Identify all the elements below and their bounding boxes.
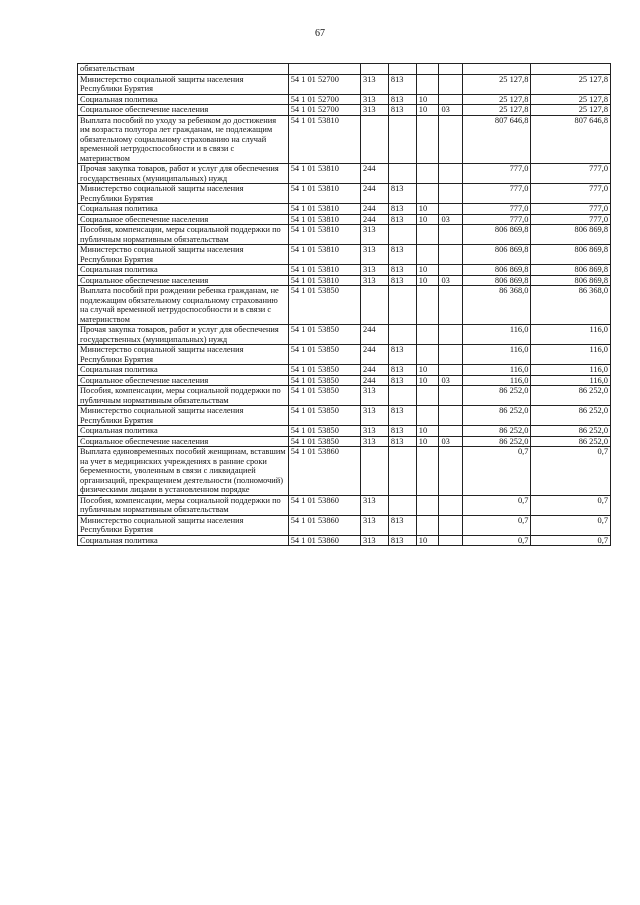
ministry-code-cell: 813 — [388, 515, 416, 535]
row-name-cell: Социальная политика — [78, 365, 289, 376]
ministry-code-cell — [388, 225, 416, 245]
amount-year1-cell: 116,0 — [463, 345, 531, 365]
ministry-code-cell: 813 — [388, 74, 416, 94]
amount-year1-cell: 806 869,8 — [463, 245, 531, 265]
section-cell: 10 — [416, 94, 439, 105]
section-cell — [416, 115, 439, 164]
subsection-cell — [439, 184, 463, 204]
ministry-code-cell: 813 — [388, 214, 416, 225]
target-code-cell: 54 1 01 53810 — [288, 275, 360, 286]
subsection-cell — [439, 406, 463, 426]
section-cell: 10 — [416, 204, 439, 215]
row-name-cell: Министерство социальной защиты населения Республики Бурятия — [78, 245, 289, 265]
table-row — [78, 214, 611, 225]
ministry-code-cell: 813 — [388, 365, 416, 376]
expense-type-cell: 313 — [361, 225, 389, 245]
amount-year2-cell: 25 127,8 — [531, 74, 611, 94]
target-code-cell: 54 1 01 53850 — [288, 426, 360, 437]
expense-type-cell: 313 — [361, 535, 389, 546]
expense-type-cell — [361, 64, 389, 75]
target-code-cell: 54 1 01 53810 — [288, 164, 360, 184]
amount-year2-cell: 777,0 — [531, 184, 611, 204]
subsection-cell — [439, 426, 463, 437]
row-name-cell: Социальная политика — [78, 265, 289, 276]
table-row — [78, 184, 611, 204]
ministry-code-cell — [388, 386, 416, 406]
section-cell: 10 — [416, 426, 439, 437]
expense-type-cell: 313 — [361, 406, 389, 426]
amount-year1-cell: 86 252,0 — [463, 406, 531, 426]
expense-type-cell: 313 — [361, 275, 389, 286]
subsection-cell: 03 — [439, 436, 463, 447]
target-code-cell: 54 1 01 53850 — [288, 436, 360, 447]
table-row — [78, 325, 611, 345]
table-row — [78, 406, 611, 426]
table-row — [78, 345, 611, 365]
target-code-cell: 54 1 01 53810 — [288, 184, 360, 204]
target-code-cell: 54 1 01 53810 — [288, 245, 360, 265]
target-code-cell — [288, 64, 360, 75]
subsection-cell — [439, 164, 463, 184]
expense-type-cell: 313 — [361, 436, 389, 447]
section-cell — [416, 447, 439, 496]
amount-year2-cell: 86 252,0 — [531, 406, 611, 426]
expense-type-cell: 313 — [361, 245, 389, 265]
ministry-code-cell — [388, 447, 416, 496]
subsection-cell — [439, 365, 463, 376]
row-name-cell: Министерство социальной защиты населения Республики Бурятия — [78, 406, 289, 426]
amount-year2-cell: 0,7 — [531, 515, 611, 535]
amount-year1-cell: 806 869,8 — [463, 225, 531, 245]
section-cell — [416, 164, 439, 184]
expense-type-cell: 313 — [361, 94, 389, 105]
expense-type-cell: 244 — [361, 375, 389, 386]
subsection-cell — [439, 447, 463, 496]
expense-type-cell: 313 — [361, 74, 389, 94]
amount-year1-cell: 806 869,8 — [463, 265, 531, 276]
ministry-code-cell — [388, 164, 416, 184]
amount-year2-cell: 86 368,0 — [531, 286, 611, 325]
section-cell — [416, 406, 439, 426]
table-row — [78, 375, 611, 386]
table-row — [78, 74, 611, 94]
subsection-cell — [439, 74, 463, 94]
subsection-cell: 03 — [439, 275, 463, 286]
expense-type-cell: 244 — [361, 325, 389, 345]
subsection-cell — [439, 245, 463, 265]
ministry-code-cell: 813 — [388, 345, 416, 365]
expense-type-cell: 244 — [361, 214, 389, 225]
table-row — [78, 447, 611, 496]
subsection-cell: 03 — [439, 214, 463, 225]
target-code-cell: 54 1 01 53850 — [288, 375, 360, 386]
amount-year2-cell: 777,0 — [531, 164, 611, 184]
table-row — [78, 245, 611, 265]
section-cell: 10 — [416, 375, 439, 386]
subsection-cell — [439, 94, 463, 105]
target-code-cell: 54 1 01 53810 — [288, 204, 360, 215]
row-name-cell: Прочая закупка товаров, работ и услуг для обеспечения государственных (муниципальных) нужд — [78, 164, 289, 184]
ministry-code-cell: 813 — [388, 375, 416, 386]
table-row — [78, 164, 611, 184]
table-row — [78, 275, 611, 286]
section-cell — [416, 386, 439, 406]
amount-year2-cell: 116,0 — [531, 325, 611, 345]
target-code-cell: 54 1 01 53810 — [288, 225, 360, 245]
amount-year1-cell: 0,7 — [463, 515, 531, 535]
target-code-cell: 54 1 01 53850 — [288, 325, 360, 345]
amount-year1-cell: 116,0 — [463, 365, 531, 376]
amount-year1-cell: 25 127,8 — [463, 105, 531, 116]
expense-type-cell: 313 — [361, 426, 389, 437]
subsection-cell — [439, 386, 463, 406]
expense-type-cell: 244 — [361, 164, 389, 184]
amount-year2-cell: 0,7 — [531, 447, 611, 496]
target-code-cell: 54 1 01 53860 — [288, 515, 360, 535]
amount-year2-cell: 116,0 — [531, 345, 611, 365]
amount-year2-cell: 807 646,8 — [531, 115, 611, 164]
target-code-cell: 54 1 01 53860 — [288, 447, 360, 496]
row-name-cell: Социальная политика — [78, 426, 289, 437]
expense-type-cell — [361, 286, 389, 325]
amount-year2-cell: 806 869,8 — [531, 225, 611, 245]
section-cell — [416, 245, 439, 265]
ministry-code-cell: 813 — [388, 426, 416, 437]
ministry-code-cell: 813 — [388, 265, 416, 276]
budget-table-body — [78, 64, 611, 546]
table-row — [78, 495, 611, 515]
row-name-cell: Социальное обеспечение населения — [78, 214, 289, 225]
ministry-code-cell: 813 — [388, 94, 416, 105]
amount-year2-cell: 806 869,8 — [531, 275, 611, 286]
row-name-cell: Министерство социальной защиты населения Республики Бурятия — [78, 345, 289, 365]
amount-year2-cell: 806 869,8 — [531, 245, 611, 265]
table-row — [78, 426, 611, 437]
target-code-cell: 54 1 01 52700 — [288, 94, 360, 105]
target-code-cell: 54 1 01 53850 — [288, 386, 360, 406]
amount-year1-cell: 25 127,8 — [463, 94, 531, 105]
row-name-cell: Министерство социальной защиты населения Республики Бурятия — [78, 74, 289, 94]
subsection-cell — [439, 265, 463, 276]
amount-year1-cell: 25 127,8 — [463, 74, 531, 94]
row-name-cell: Пособия, компенсации, меры социальной поддержки по публичным нормативным обязательствам — [78, 386, 289, 406]
ministry-code-cell: 813 — [388, 184, 416, 204]
amount-year2-cell: 25 127,8 — [531, 94, 611, 105]
target-code-cell: 54 1 01 53850 — [288, 286, 360, 325]
table-row — [78, 105, 611, 116]
expense-type-cell: 313 — [361, 515, 389, 535]
table-row — [78, 515, 611, 535]
amount-year2-cell: 806 869,8 — [531, 265, 611, 276]
ministry-code-cell: 813 — [388, 204, 416, 215]
table-row — [78, 535, 611, 546]
amount-year2-cell: 116,0 — [531, 365, 611, 376]
amount-year1-cell: 0,7 — [463, 447, 531, 496]
row-name-cell: Министерство социальной защиты населения Республики Бурятия — [78, 515, 289, 535]
expense-type-cell — [361, 115, 389, 164]
subsection-cell — [439, 325, 463, 345]
subsection-cell: 03 — [439, 375, 463, 386]
expense-type-cell — [361, 447, 389, 496]
table-row — [78, 115, 611, 164]
amount-year1-cell: 807 646,8 — [463, 115, 531, 164]
amount-year2-cell: 0,7 — [531, 535, 611, 546]
subsection-cell — [439, 204, 463, 215]
expense-type-cell: 313 — [361, 105, 389, 116]
amount-year1-cell: 86 252,0 — [463, 426, 531, 437]
row-name-cell: обязательствам — [78, 64, 289, 75]
target-code-cell: 54 1 01 53810 — [288, 265, 360, 276]
section-cell — [416, 286, 439, 325]
subsection-cell — [439, 495, 463, 515]
amount-year2-cell: 86 252,0 — [531, 426, 611, 437]
expense-type-cell: 313 — [361, 265, 389, 276]
section-cell: 10 — [416, 365, 439, 376]
ministry-code-cell: 813 — [388, 245, 416, 265]
table-row — [78, 204, 611, 215]
target-code-cell: 54 1 01 53850 — [288, 345, 360, 365]
amount-year1-cell: 86 368,0 — [463, 286, 531, 325]
amount-year1-cell: 0,7 — [463, 495, 531, 515]
subsection-cell — [439, 64, 463, 75]
amount-year1-cell: 806 869,8 — [463, 275, 531, 286]
section-cell: 10 — [416, 105, 439, 116]
expense-type-cell: 244 — [361, 345, 389, 365]
amount-year1-cell: 777,0 — [463, 214, 531, 225]
amount-year1-cell: 86 252,0 — [463, 386, 531, 406]
table-row — [78, 94, 611, 105]
row-name-cell: Социальная политика — [78, 535, 289, 546]
ministry-code-cell — [388, 115, 416, 164]
expense-type-cell: 244 — [361, 184, 389, 204]
amount-year1-cell: 777,0 — [463, 204, 531, 215]
ministry-code-cell — [388, 325, 416, 345]
table-row — [78, 225, 611, 245]
row-name-cell: Выплата пособий по уходу за ребенком до достижения им возраста полутора лет гражданам, не подлежащим обязательному социальному страхованию на случай временной нетрудоспособности и в связи с материнством — [78, 115, 289, 164]
table-row — [78, 365, 611, 376]
row-name-cell: Социальное обеспечение населения — [78, 436, 289, 447]
section-cell: 10 — [416, 535, 439, 546]
page-number: 67 — [315, 28, 325, 39]
row-name-cell: Пособия, компенсации, меры социальной поддержки по публичным нормативным обязательствам — [78, 495, 289, 515]
amount-year1-cell — [463, 64, 531, 75]
amount-year2-cell: 25 127,8 — [531, 105, 611, 116]
subsection-cell: 03 — [439, 105, 463, 116]
amount-year1-cell: 777,0 — [463, 164, 531, 184]
target-code-cell: 54 1 01 53810 — [288, 214, 360, 225]
amount-year2-cell — [531, 64, 611, 75]
ministry-code-cell — [388, 64, 416, 75]
subsection-cell — [439, 515, 463, 535]
amount-year2-cell: 86 252,0 — [531, 386, 611, 406]
table-row — [78, 436, 611, 447]
section-cell — [416, 184, 439, 204]
expense-type-cell: 313 — [361, 386, 389, 406]
section-cell — [416, 515, 439, 535]
table-row — [78, 386, 611, 406]
amount-year1-cell: 86 252,0 — [463, 436, 531, 447]
table-row — [78, 286, 611, 325]
ministry-code-cell — [388, 495, 416, 515]
subsection-cell — [439, 115, 463, 164]
ministry-code-cell: 813 — [388, 535, 416, 546]
target-code-cell: 54 1 01 53810 — [288, 115, 360, 164]
row-name-cell: Выплата единовременных пособий женщинам, вставшим на учет в медицинских учреждениях в ранние сроки беременности, уволенным в связи с ликвидацией организаций, прекращением деятельности (полномочий) физическими лицами в установленном порядке — [78, 447, 289, 496]
amount-year1-cell: 116,0 — [463, 325, 531, 345]
section-cell — [416, 495, 439, 515]
section-cell — [416, 325, 439, 345]
target-code-cell: 54 1 01 53860 — [288, 495, 360, 515]
row-name-cell: Пособия, компенсации, меры социальной поддержки по публичным нормативным обязательствам — [78, 225, 289, 245]
row-name-cell: Социальное обеспечение населения — [78, 105, 289, 116]
amount-year1-cell: 777,0 — [463, 184, 531, 204]
expense-type-cell: 313 — [361, 495, 389, 515]
table-row — [78, 265, 611, 276]
target-code-cell: 54 1 01 52700 — [288, 74, 360, 94]
amount-year2-cell: 116,0 — [531, 375, 611, 386]
section-cell — [416, 74, 439, 94]
section-cell — [416, 225, 439, 245]
row-name-cell: Социальная политика — [78, 94, 289, 105]
subsection-cell — [439, 345, 463, 365]
row-name-cell: Прочая закупка товаров, работ и услуг для обеспечения государственных (муниципальных) нужд — [78, 325, 289, 345]
amount-year1-cell: 0,7 — [463, 535, 531, 546]
section-cell: 10 — [416, 214, 439, 225]
section-cell: 10 — [416, 275, 439, 286]
section-cell: 10 — [416, 436, 439, 447]
amount-year1-cell: 116,0 — [463, 375, 531, 386]
section-cell — [416, 64, 439, 75]
row-name-cell: Министерство социальной защиты населения Республики Бурятия — [78, 184, 289, 204]
target-code-cell: 54 1 01 53860 — [288, 535, 360, 546]
amount-year2-cell: 86 252,0 — [531, 436, 611, 447]
amount-year2-cell: 0,7 — [531, 495, 611, 515]
expense-type-cell: 244 — [361, 365, 389, 376]
row-name-cell: Социальная политика — [78, 204, 289, 215]
ministry-code-cell — [388, 286, 416, 325]
row-name-cell: Социальное обеспечение населения — [78, 375, 289, 386]
ministry-code-cell: 813 — [388, 275, 416, 286]
row-name-cell: Социальное обеспечение населения — [78, 275, 289, 286]
table-row — [78, 64, 611, 75]
row-name-cell: Выплата пособий при рождении ребенка гражданам, не подлежащим обязательному социальному страхованию на случай временной нетрудоспособности и в связи с материнством — [78, 286, 289, 325]
target-code-cell: 54 1 01 52700 — [288, 105, 360, 116]
ministry-code-cell: 813 — [388, 406, 416, 426]
subsection-cell — [439, 286, 463, 325]
target-code-cell: 54 1 01 53850 — [288, 365, 360, 376]
section-cell: 10 — [416, 265, 439, 276]
ministry-code-cell: 813 — [388, 105, 416, 116]
expense-type-cell: 244 — [361, 204, 389, 215]
section-cell — [416, 345, 439, 365]
target-code-cell: 54 1 01 53850 — [288, 406, 360, 426]
subsection-cell — [439, 225, 463, 245]
budget-table — [77, 63, 611, 546]
amount-year2-cell: 777,0 — [531, 214, 611, 225]
subsection-cell — [439, 535, 463, 546]
amount-year2-cell: 777,0 — [531, 204, 611, 215]
ministry-code-cell: 813 — [388, 436, 416, 447]
